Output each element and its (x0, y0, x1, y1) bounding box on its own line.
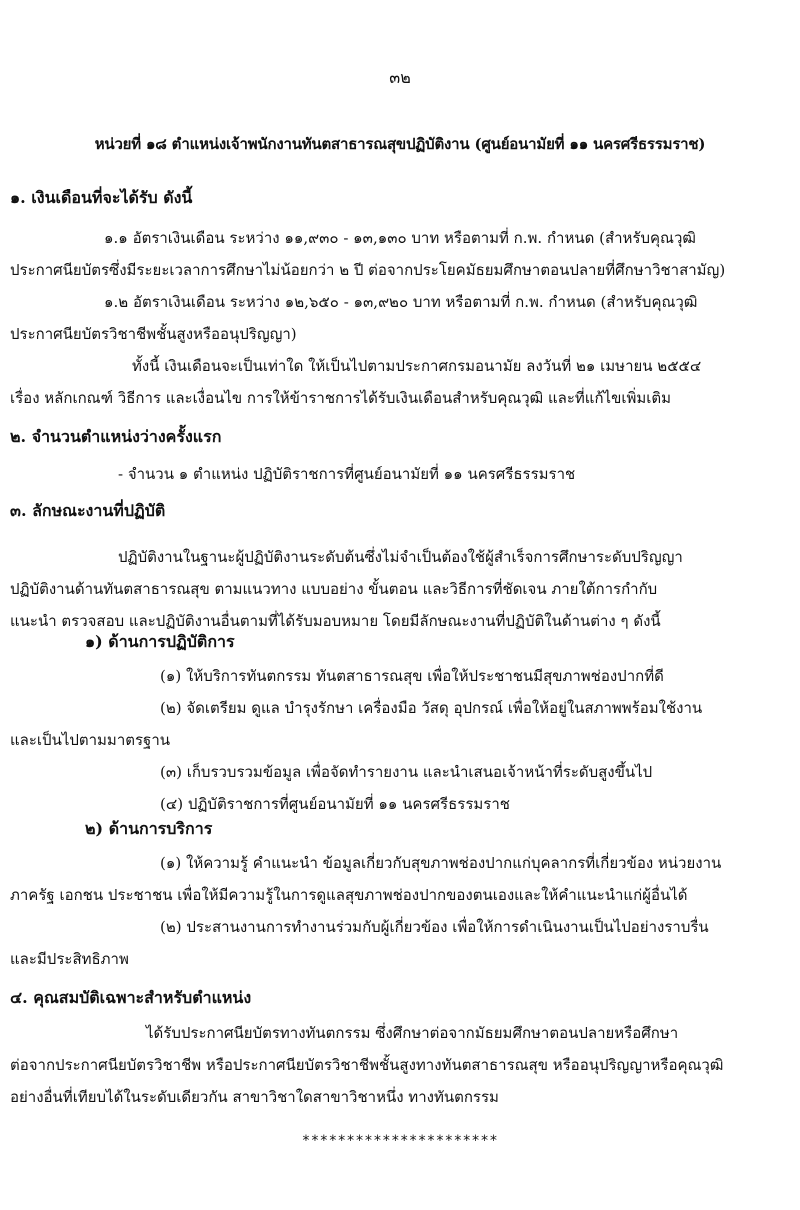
section-2-line: - จำนวน ๑ ตำแหน่ง ปฏิบัติราชการที่ศูนย์อนามัยที่ ๑๑ นครศรีธรรมราช (118, 465, 576, 483)
section-4-heading: ๔. คุณสมบัติเฉพาะสำหรับตำแหน่ง (10, 988, 252, 1007)
section-4-line: ได้รับประกาศนียบัตรทางทันตกรรม ซึ่งศึกษาต่อจากมัธยมศึกษาตอนปลายหรือศึกษา (146, 1024, 679, 1042)
end-of-section-mark: ********************** (301, 1133, 499, 1149)
list-item-continued: และมีประสิทธิภาพ (10, 950, 129, 968)
list-item-continued: ภาครัฐ เอกชน ประชาชน เพื่อให้มีความรู้ในการดูแลสุขภาพช่องปากของตนเองและให้คำแนะนำแก่ผู้อื่นได้ (10, 886, 688, 904)
section-1-line: ประกาศนียบัตรวิชาชีพชั้นสูงหรืออนุปริญญา) (10, 325, 297, 343)
list-item: (๔) ปฏิบัติราชการที่ศูนย์อนามัยที่ ๑๑ นครศรีธรรมราช (160, 795, 510, 813)
section-1-line: ๑.๒ อัตราเงินเดือน ระหว่าง ๑๒,๖๕๐ - ๑๓,๙๒๐ บาท หรือตามที่ ก.พ. กำหนด (สำหรับคุณวุฒิ (104, 293, 698, 311)
section-1-line: ประกาศนียบัตรซึ่งมีระยะเวลาการศึกษาไม่น้อยกว่า ๒ ปี ต่อจากประโยคมัธยมศึกษาตอนปลายที่ศึกษาวิชาสามัญ) (10, 261, 726, 279)
section-1-heading: ๑. เงินเดือนที่จะได้รับ ดังนี้ (10, 188, 193, 207)
section-3-line: ปฏิบัติงานด้านทันตสาธารณสุข ตามแนวทาง แบบอย่าง ขั้นตอน และวิธีการที่ชัดเจน ภายใต้การกำกับ (10, 580, 658, 598)
section-3-heading: ๓. ลักษณะงานที่ปฏิบัติ (10, 501, 166, 520)
subsection-operations-heading: ๑) ด้านการปฏิบัติการ (85, 632, 235, 651)
section-3-line: ปฏิบัติงานในฐานะผู้ปฏิบัติงานระดับต้นซึ่งไม่จำเป็นต้องใช้ผู้สำเร็จการศึกษาระดับปริญญา (118, 548, 683, 566)
list-item: (๓) เก็บรวบรวมข้อมูล เพื่อจัดทำรายงาน และนำเสนอเจ้าหน้าที่ระดับสูงขึ้นไป (160, 763, 653, 781)
list-item-continued: และเป็นไปตามมาตรฐาน (10, 731, 170, 749)
section-1-line: ๑.๑ อัตราเงินเดือน ระหว่าง ๑๑,๙๓๐ - ๑๓,๑๓๐ บาท หรือตามที่ ก.พ. กำหนด (สำหรับคุณวุฒิ (104, 229, 696, 247)
list-item: (๒) จัดเตรียม ดูแล บำรุงรักษา เครื่องมือ วัสดุ อุปกรณ์ เพื่อให้อยู่ในสภาพพร้อมใช้งาน (160, 699, 703, 717)
list-item: (๑) ให้ความรู้ คำแนะนำ ข้อมูลเกี่ยวกับสุขภาพช่องปากแก่บุคลากรที่เกี่ยวข้อง หน่วยงาน (160, 854, 722, 872)
section-4-line: อย่างอื่นที่เทียบได้ในระดับเดียวกัน สาขาวิชาใดสาขาวิชาหนึ่ง ทางทันตกรรม (10, 1088, 499, 1106)
section-2-heading: ๒. จำนวนตำแหน่งว่างครั้งแรก (10, 427, 222, 446)
section-1-line: เรื่อง หลักเกณฑ์ วิธีการ และเงื่อนไข การให้ข้าราชการได้รับเงินเดือนสำหรับคุณวุฒิ และที่แก้ไขเพิ่มเติม (10, 389, 672, 407)
list-item: (๑) ให้บริการทันตกรรม ทันตสาธารณสุข เพื่อให้ประชาชนมีสุขภาพช่องปากที่ดี (160, 667, 664, 685)
section-3-line: แนะนำ ตรวจสอบ และปฏิบัติงานอื่นตามที่ได้รับมอบหมาย โดยมีลักษณะงานที่ปฏิบัติในด้านต่าง ๆ ดังนี้ (10, 612, 661, 630)
section-1-line: ทั้งนี้ เงินเดือนจะเป็นเท่าใด ให้เป็นไปตามประกาศกรมอนามัย ลงวันที่ ๒๑ เมษายน ๒๕๕๔ (132, 357, 702, 375)
document-title: หน่วยที่ ๑๘ ตำแหน่งเจ้าพนักงานทันตสาธารณสุขปฏิบัติงาน (ศูนย์อนามัยที่ ๑๑ นครศรีธรรมราช) (94, 135, 706, 153)
page-number: ๓๒ (389, 68, 411, 87)
subsection-services-heading: ๒) ด้านการบริการ (85, 819, 213, 838)
section-4-line: ต่อจากประกาศนียบัตรวิชาชีพ หรือประกาศนียบัตรวิชาชีพชั้นสูงทางทันตสาธารณสุข หรืออนุปริญญาหรือคุณวุฒิ (10, 1056, 724, 1074)
list-item: (๒) ประสานงานการทำงานร่วมกับผู้เกี่ยวข้อง เพื่อให้การดำเนินงานเป็นไปอย่างราบรื่น (160, 918, 709, 936)
